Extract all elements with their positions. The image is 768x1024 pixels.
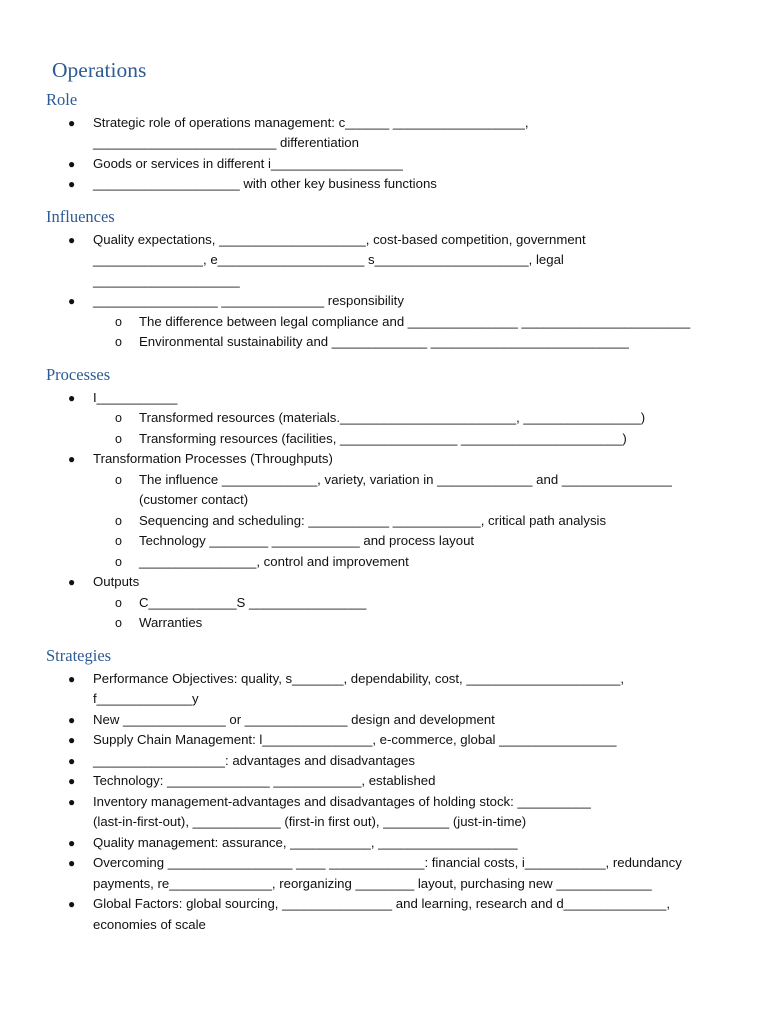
sub-list-item: Environmental sustainability and _____________ ___________________________ bbox=[139, 334, 629, 349]
bullet: ● bbox=[68, 672, 76, 686]
bullet: ● bbox=[68, 713, 76, 727]
list-item-continuation: (last-in-first-out), ____________ (first-in first out), _________ (just-in-time) bbox=[93, 814, 527, 829]
list-item: Quality management: assurance, ___________, ___________________ bbox=[93, 835, 518, 850]
bullet: ● bbox=[68, 795, 76, 809]
bullet: ● bbox=[68, 575, 76, 589]
list-item: ____________________ with other key business functions bbox=[93, 176, 437, 191]
list-item: Global Factors: global sourcing, _______________ and learning, research and d______________, bbox=[93, 896, 671, 911]
sub-bullet: o bbox=[115, 534, 122, 548]
sub-bullet: o bbox=[115, 411, 122, 425]
list-item-continuation: _________________________ differentiation bbox=[93, 135, 359, 150]
bullet: ● bbox=[68, 233, 76, 247]
sub-list-item: Warranties bbox=[139, 615, 203, 630]
sub-list-item: Technology ________ ____________ and process layout bbox=[139, 533, 475, 548]
bullet: ● bbox=[68, 774, 76, 788]
list-item-continuation: ____________________ bbox=[93, 273, 240, 288]
bullet: ● bbox=[68, 856, 76, 870]
sub-list-item: Sequencing and scheduling: ___________ ____________, critical path analysis bbox=[139, 513, 607, 528]
sub-bullet: o bbox=[115, 473, 122, 487]
sub-bullet: o bbox=[115, 555, 122, 569]
list-item: __________________: advantages and disadvantages bbox=[93, 753, 415, 768]
page-title: Operations bbox=[52, 58, 147, 82]
list-item: Outputs bbox=[93, 574, 140, 589]
list-item-continuation: payments, re______________, reorganizing ________ layout, purchasing new _____________ bbox=[93, 876, 652, 891]
sub-list-item: ________________, control and improvement bbox=[139, 554, 409, 569]
sub-list-item: The difference between legal compliance and _______________ _______________________ bbox=[139, 314, 691, 329]
sub-list-item-continuation: (customer contact) bbox=[139, 492, 249, 507]
bullet: ● bbox=[68, 733, 76, 747]
list-item: Inventory management-advantages and disadvantages of holding stock: __________ bbox=[93, 794, 591, 809]
list-item: I___________ bbox=[93, 390, 178, 405]
sub-list-item: C____________S ________________ bbox=[139, 595, 367, 610]
list-item: Transformation Processes (Throughputs) bbox=[93, 451, 333, 466]
bullet: ● bbox=[68, 836, 76, 850]
list-item: Goods or services in different i__________________ bbox=[93, 156, 403, 171]
section-heading-influences: Influences bbox=[46, 207, 115, 226]
list-item: Supply Chain Management: l_______________, e-commerce, global ________________ bbox=[93, 732, 617, 747]
sub-bullet: o bbox=[115, 514, 122, 528]
list-item: Strategic role of operations management: c______ __________________, bbox=[93, 115, 529, 130]
list-item: New ______________ or ______________ design and development bbox=[93, 712, 495, 727]
sub-list-item: Transformed resources (materials.________________________, ________________) bbox=[139, 410, 646, 425]
bullet: ● bbox=[68, 116, 76, 130]
list-item: Technology: ______________ ____________, established bbox=[93, 773, 436, 788]
bullet: ● bbox=[68, 754, 76, 768]
list-item-continuation: f_____________y bbox=[93, 691, 199, 706]
section-heading-strategies: Strategies bbox=[46, 646, 112, 665]
bullet: ● bbox=[68, 294, 76, 308]
list-item: Quality expectations, ____________________, cost-based competition, government bbox=[93, 232, 586, 247]
sub-list-item: Transforming resources (facilities, ________________ ______________________) bbox=[139, 431, 627, 446]
section-heading-role: Role bbox=[46, 90, 78, 109]
sub-bullet: o bbox=[115, 432, 122, 446]
bullet: ● bbox=[68, 452, 76, 466]
sub-bullet: o bbox=[115, 335, 122, 349]
list-item: Overcoming _________________ ____ _____________: financial costs, i___________, redundancy bbox=[93, 855, 682, 870]
list-item: _________________ ______________ responsibility bbox=[93, 293, 404, 308]
sub-bullet: o bbox=[115, 616, 122, 630]
sub-list-item: The influence _____________, variety, variation in _____________ and _______________ bbox=[139, 472, 672, 487]
bullet: ● bbox=[68, 177, 76, 191]
sub-bullet: o bbox=[115, 596, 122, 610]
sub-bullet: o bbox=[115, 315, 122, 329]
list-item-continuation: economies of scale bbox=[93, 917, 206, 932]
bullet: ● bbox=[68, 897, 76, 911]
bullet: ● bbox=[68, 391, 76, 405]
list-item-continuation: _______________, e____________________ s_____________________, legal bbox=[93, 252, 564, 267]
list-item: Performance Objectives: quality, s_______, dependability, cost, _____________________, bbox=[93, 671, 625, 686]
section-heading-processes: Processes bbox=[46, 365, 111, 384]
bullet: ● bbox=[68, 157, 76, 171]
